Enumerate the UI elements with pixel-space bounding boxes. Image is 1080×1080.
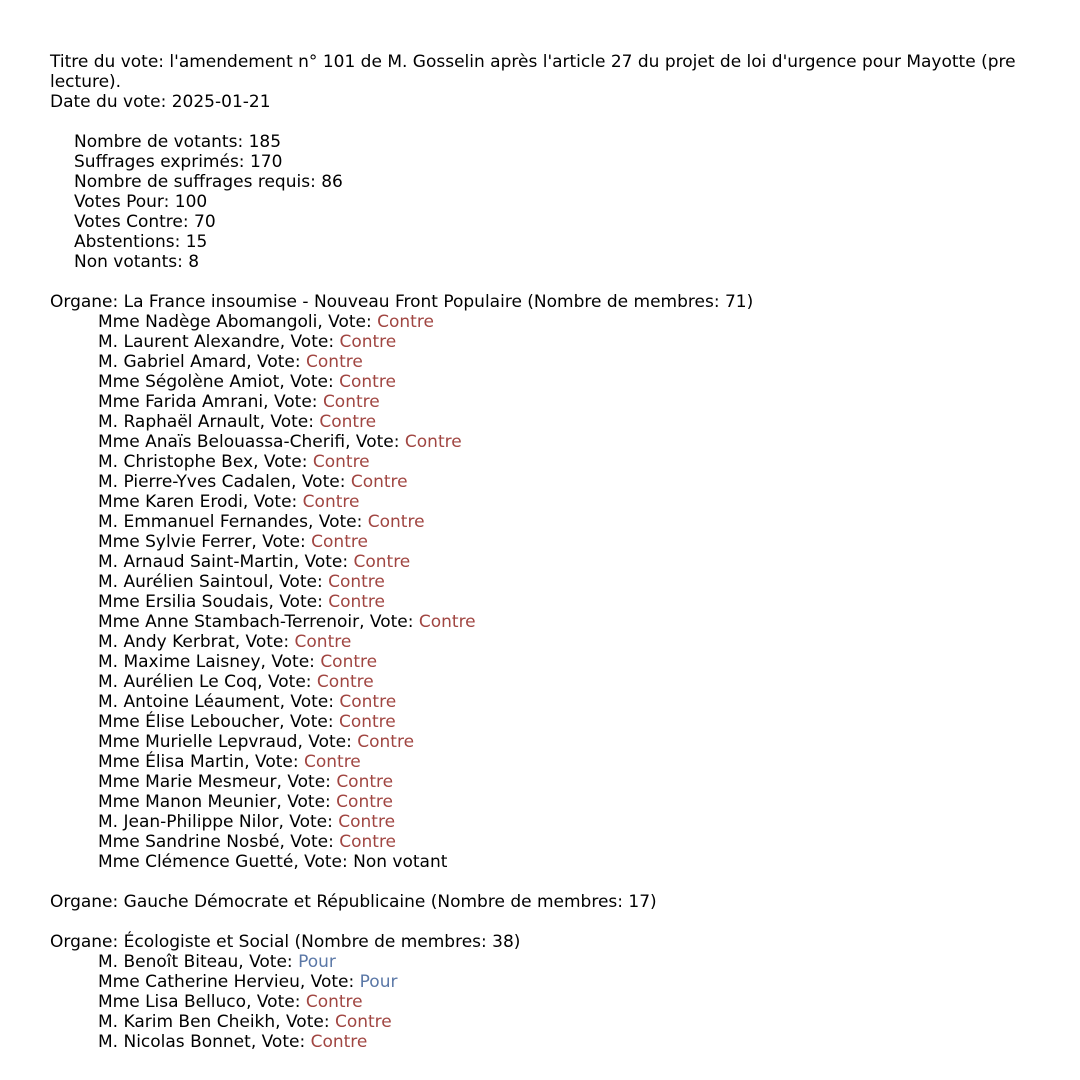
vote-label: , Vote: [276,792,337,812]
member-row [98,572,1080,592]
vote-label: , Vote: [279,832,340,852]
vote-value: Contre [404,432,462,452]
member-name: Mme Nadège Abomangoli [98,312,318,332]
member-row [98,952,1080,972]
vote-value: Contre [302,492,360,512]
member-name: M. Emmanuel Fernandes [98,512,308,532]
member-name: M. Benoît Biteau [98,952,239,972]
member-name: M. Antoine Léaument [98,692,280,712]
member-name: M. Pierre-Yves Cadalen [98,472,292,492]
member-row [98,472,1080,492]
stat-abstentions: Abstentions: 15 [74,232,208,252]
vote-value: Contre [339,372,396,392]
vote-date [50,92,1080,112]
member-row [98,652,1080,672]
vote-value: Contre [357,732,415,752]
vote-title-continuation: lecture). [50,72,122,92]
vote-label: , Vote: [234,632,295,652]
member-name: Mme Karen Erodi [98,492,243,512]
member-row [98,432,1080,452]
member-row [98,992,1080,1012]
member-name: M. Laurent Alexandre [98,332,280,352]
member-name: M. Christophe Bex [98,452,254,472]
stat-non-votants: Non votants: 8 [74,252,200,272]
vote-value: Contre [339,692,397,712]
vote-label: , Vote: [299,972,360,992]
member-row [98,712,1080,732]
member-name: Mme Sandrine Nosbé [98,832,280,852]
member-name: M. Karim Ben Cheikh [98,1012,276,1032]
vote-value: Non votant [353,852,448,872]
vote-value: Contre [336,792,393,812]
member-name: M. Aurélien Le Coq [98,672,258,692]
vote-label: , Vote: [268,572,329,592]
vote-label: , Vote: [293,552,354,572]
date-label: Date du vote: [50,92,172,112]
member-name: Mme Marie Mesmeur [98,772,277,792]
stat-votes-pour: Votes Pour: 100 [74,192,208,212]
vote-value: Contre [338,812,396,832]
member-name: Mme Élisa Martin [98,752,245,772]
member-row [98,852,1080,872]
member-name: Mme Murielle Lepvraud [98,732,298,752]
title-text: l'amendement n° 101 de M. Gosselin après l'article 27 du projet de loi d'urgence pour Mayotte (pre [169,52,1016,72]
stat-votants: Nombre de votants: 185 [74,132,282,152]
vote-label: , Vote: [278,812,339,832]
member-row [98,672,1080,692]
member-row [98,752,1080,772]
vote-label: , Vote: [345,432,405,452]
member-row [98,592,1080,612]
vote-label: , Vote: [268,592,329,612]
vote-value: Contre [367,512,425,532]
member-name: M. Raphaël Arnault [98,412,260,432]
member-name: Mme Lisa Belluco [98,992,247,1012]
stat-suffrages-exprimes: Suffrages exprimés: 170 [74,152,283,172]
member-row [98,812,1080,832]
vote-label: , Vote: [246,992,306,1012]
vote-label: , Vote: [291,472,351,492]
vote-label: , Vote: [317,312,378,332]
vote-value: Contre [303,752,361,772]
vote-label: , Vote: [263,392,323,412]
stat-votes-contre: Votes Contre: 70 [74,212,216,232]
stat-suffrages-requis: Nombre de suffrages requis: 86 [74,172,343,192]
vote-label: , Vote: [279,372,340,392]
vote-value: Contre [328,592,386,612]
member-row [98,412,1080,432]
vote-label: , Vote: [242,492,303,512]
member-row [98,392,1080,412]
member-row [98,732,1080,752]
member-name: Mme Anaïs Belouassa-Cherifi [98,432,346,452]
vote-value: Contre [306,352,363,372]
vote-label: , Vote: [279,692,340,712]
member-row [98,632,1080,652]
vote-value: Contre [334,1012,392,1032]
member-name: M. Andy Kerbrat [98,632,235,652]
vote-value: Contre [305,992,363,1012]
organe-header: Organe: Gauche Démocrate et Républicaine (Nombre de membres: 17) [50,892,657,912]
member-name: M. Jean-Philippe Nilor [98,812,279,832]
member-name: Mme Élise Leboucher [98,712,280,732]
vote-value: Contre [320,652,378,672]
member-name: M. Nicolas Bonnet [98,1032,251,1052]
member-row [98,552,1080,572]
organe-header: Organe: La France insoumise - Nouveau Front Populaire (Nombre de membres: 71) [50,292,754,312]
vote-label: , Vote: [293,852,354,872]
vote-value: Contre [339,332,397,352]
member-name: Mme Ségolène Amiot [98,372,280,392]
vote-value: Contre [311,532,368,552]
member-row [98,972,1080,992]
vote-value: Contre [322,392,380,412]
vote-label: , Vote: [297,732,358,752]
vote-label: , Vote: [250,1032,311,1052]
member-row [98,612,1080,632]
vote-value: Contre [353,552,411,572]
vote-label: , Vote: [276,772,337,792]
vote-value: Contre [350,472,408,492]
vote-label: , Vote: [244,752,304,772]
title-label: Titre du vote: [50,52,170,72]
vote-label: , Vote: [253,452,313,472]
vote-label: , Vote: [359,612,419,632]
member-name: Mme Manon Meunier [98,792,277,812]
member-row [98,792,1080,812]
member-row [98,772,1080,792]
vote-label: , Vote: [279,332,340,352]
vote-title [50,52,1080,72]
vote-value: Contre [377,312,434,332]
vote-value: Contre [294,632,352,652]
vote-label: , Vote: [260,652,321,672]
organe-header: Organe: Écologiste et Social (Nombre de membres: 38) [50,932,521,952]
vote-label: , Vote: [279,712,339,732]
vote-value: Contre [338,712,396,732]
vote-statistics [74,132,1080,272]
vote-value: Contre [328,572,385,592]
vote-value: Contre [319,412,377,432]
member-row [98,312,1080,332]
organe-list [50,272,1080,1052]
member-row [98,532,1080,552]
member-row [98,352,1080,372]
member-row [98,832,1080,852]
member-name: Mme Sylvie Ferrer [98,532,252,552]
vote-label: , Vote: [307,512,368,532]
vote-value: Contre [418,612,476,632]
member-row [98,692,1080,712]
member-name: Mme Clémence Guetté [98,852,294,872]
vote-label: , Vote: [259,412,320,432]
vote-value: Contre [316,672,374,692]
member-row [98,452,1080,472]
vote-value: Contre [336,772,394,792]
member-row [98,372,1080,392]
member-row [98,332,1080,352]
member-name: Mme Farida Amrani [98,392,264,412]
member-name: Mme Ersilia Soudais [98,592,269,612]
vote-label: , Vote: [257,672,317,692]
vote-label: , Vote: [275,1012,335,1032]
member-name: M. Gabriel Amard [98,352,247,372]
member-name: Mme Anne Stambach-Terrenoir [98,612,360,632]
member-row [98,1032,1080,1052]
member-name: M. Maxime Laisney [98,652,261,672]
vote-value: Contre [310,1032,368,1052]
vote-value: Contre [312,452,370,472]
vote-label: , Vote: [246,352,307,372]
member-name: M. Aurélien Saintoul [98,572,269,592]
date-value: 2025-01-21 [171,92,271,112]
member-name: Mme Catherine Hervieu [98,972,300,992]
vote-label: , Vote: [251,532,312,552]
member-row [98,1012,1080,1032]
vote-value: Pour [359,972,398,992]
member-row [98,512,1080,532]
member-name: M. Arnaud Saint-Martin [98,552,294,572]
vote-value: Contre [339,832,397,852]
member-row [98,492,1080,512]
vote-label: , Vote: [238,952,299,972]
vote-value: Pour [298,952,336,972]
